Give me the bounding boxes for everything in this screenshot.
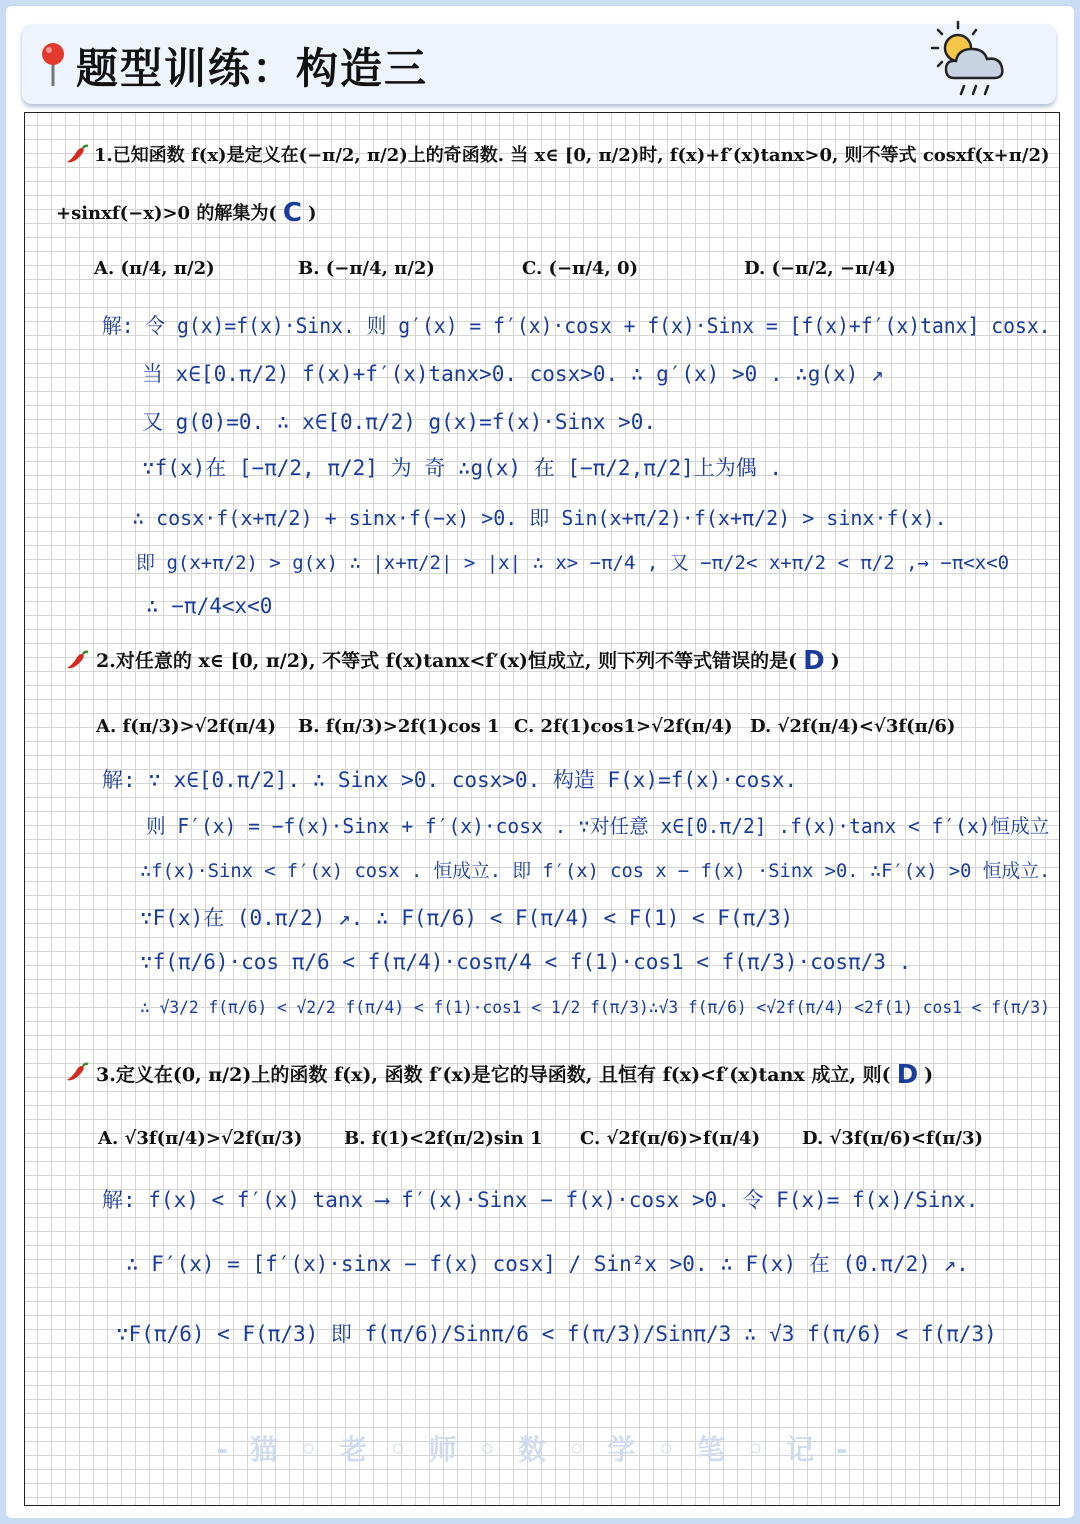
question-2-stem-text: 2.对任意的 x∈ [0, π/2), 不等式 f(x)tanx<f′(x)恒成立, 则下列不等式错误的是( [96,650,798,672]
footer-watermark: - 猫 ◦ 老 ◦ 师 ◦ 数 ◦ 学 ◦ 笔 ◦ 记 - [216,1433,854,1466]
page-title: 题型训练：构造三 [76,44,429,93]
solution-1-line-3: 又 g(0)=0. ∴ x∈[0.π/2) g(x)=f(x)·Sinx >0. [142,410,657,434]
solution-1-line-5: ∴ cosx·f(x+π/2) + sinx·f(−x) >0. 即 Sin(x+π/2)·f(x+π/2) > sinx·f(x). [132,506,947,530]
solution-2-line-4: ∵F(x)在 (0.π/2) ↗. ∴ F(π/6) < F(π/4) < F(1) < F(π/3) [140,906,794,930]
question-3-option-c: C. √2f(π/6)>f(π/4) [580,1128,761,1149]
question-1-option-d: D. (−π/2, −π/4) [744,258,896,279]
solution-2-line-6: ∴ √3/2 f(π/6) < √2/2 f(π/4) < f(1)·cos1 < 1/2 f(π/3)∴√3 f(π/6) <√2f(π/4) <2f(1) cos1 < f(π/3) [140,998,1050,1018]
question-3-option-d: D. √3f(π/6)<f(π/3) [802,1128,984,1149]
question-3-stem-text: 3.定义在(0, π/2)上的函数 f(x), 函数 f′(x)是它的导函数, 且恒有 f(x)<f′(x)tanx 成立, 则( [96,1064,891,1086]
question-2-option-b: B. f(π/3)>2f(1)cos 1 [298,716,500,737]
question-2-answer: D [803,646,825,676]
question-1-answer: C [282,198,302,228]
question-2-option-a: A. f(π/3)>√2f(π/4) [96,716,277,737]
question-2-option-c: C. 2f(1)cos1>√2f(π/4) [514,716,733,737]
question-2-stem [96,644,840,674]
question-1-option-b: B. (−π/4, π/2) [298,258,435,279]
solution-1-line-7: ∴ −π/4<x<0 [146,594,273,618]
question-1-stem-text: +sinxf(−x)>0 的解集为( [56,203,277,224]
solution-2-line-5: ∵f(π/6)·cos π/6 < f(π/4)·cosπ/4 < f(1)·cos1 < f(π/3)·cosπ/3 . [140,950,912,974]
solution-1-line-6: 即 g(x+π/2) > g(x) ∴ |x+π/2| > |x| ∴ x> −π/4 , 又 −π/2< x+π/2 < π/2 ,→ −π<x<0 [136,552,1010,574]
solution-3-line-1: 解: f(x) < f′(x) tanx ⟶ f′(x)·Sinx − f(x)·cosx >0. 令 F(x)= f(x)/Sinx. [102,1188,979,1212]
solution-2-line-2: 则 F′(x) = −f(x)·Sinx + f′(x)·cosx . ∵对任意 x∈[0.π/2] .f(x)·tanx < f′(x)恒成立 [146,814,1050,838]
question-1-stem-line2 [56,196,316,226]
partly-cloudy-rain-icon [924,16,1020,100]
question-3-close-paren: ) [924,1064,934,1086]
question-3-option-a: A. √3f(π/4)>√2f(π/3) [98,1128,303,1149]
question-2-option-d: D. √2f(π/4)<√3f(π/6) [750,716,956,737]
question-1-stem-line1: 1.已知函数 f(x)是定义在(−π/2, π/2)上的奇函数. 当 x∈ [0, π/2)时, f(x)+f′(x)tanx>0, 则不等式 cosxf(x+π/2) [94,145,1050,166]
chili-pepper-icon [64,650,90,672]
solution-1-line-4: ∵f(x)在 [−π/2, π/2] 为 奇 ∴g(x) 在 [−π/2,π/2]上为偶 . [142,456,783,480]
map-pin-icon [36,40,70,88]
solution-2-line-1: 解: ∵ x∈[0.π/2]. ∴ Sinx >0. cosx>0. 构造 F(x)=f(x)·cosx. [102,768,798,792]
solution-1-line-2: 当 x∈[0.π/2) f(x)+f′(x)tanx>0. cosx>0. ∴ g′(x) >0 . ∴g(x) ↗ [142,362,884,386]
solution-2-line-3: ∴f(x)·Sinx < f′(x) cosx . 恒成立. 即 f′(x) cos x − f(x) ·Sinx >0. ∴F′(x) >0 恒成立. [140,860,1051,882]
question-2-close-paren: ) [830,650,840,672]
chili-pepper-icon [64,1062,90,1084]
solution-1-line-1: 解: 令 g(x)=f(x)·Sinx. 则 g′(x) = f′(x)·cosx + f(x)·Sinx = [f(x)+f′(x)tanx] cosx. [102,314,1051,338]
solution-3-line-2: ∴ F′(x) = [f′(x)·sinx − f(x) cosx] / Sin²x >0. ∴ F(x) 在 (0.π/2) ↗. [126,1252,969,1276]
question-1-option-c: C. (−π/4, 0) [522,258,638,279]
question-1-close-paren: ) [307,203,317,224]
question-3-answer: D [896,1060,919,1090]
question-1-option-a: A. (π/4, π/2) [94,258,215,279]
question-3-stem [96,1058,933,1088]
solution-3-line-3: ∵F(π/6) < F(π/3) 即 f(π/6)/Sinπ/6 < f(π/3)/Sinπ/3 ∴ √3 f(π/6) < f(π/3) [116,1322,997,1346]
question-3-option-b: B. f(1)<2f(π/2)sin 1 [344,1128,543,1149]
chili-pepper-icon [64,144,90,166]
